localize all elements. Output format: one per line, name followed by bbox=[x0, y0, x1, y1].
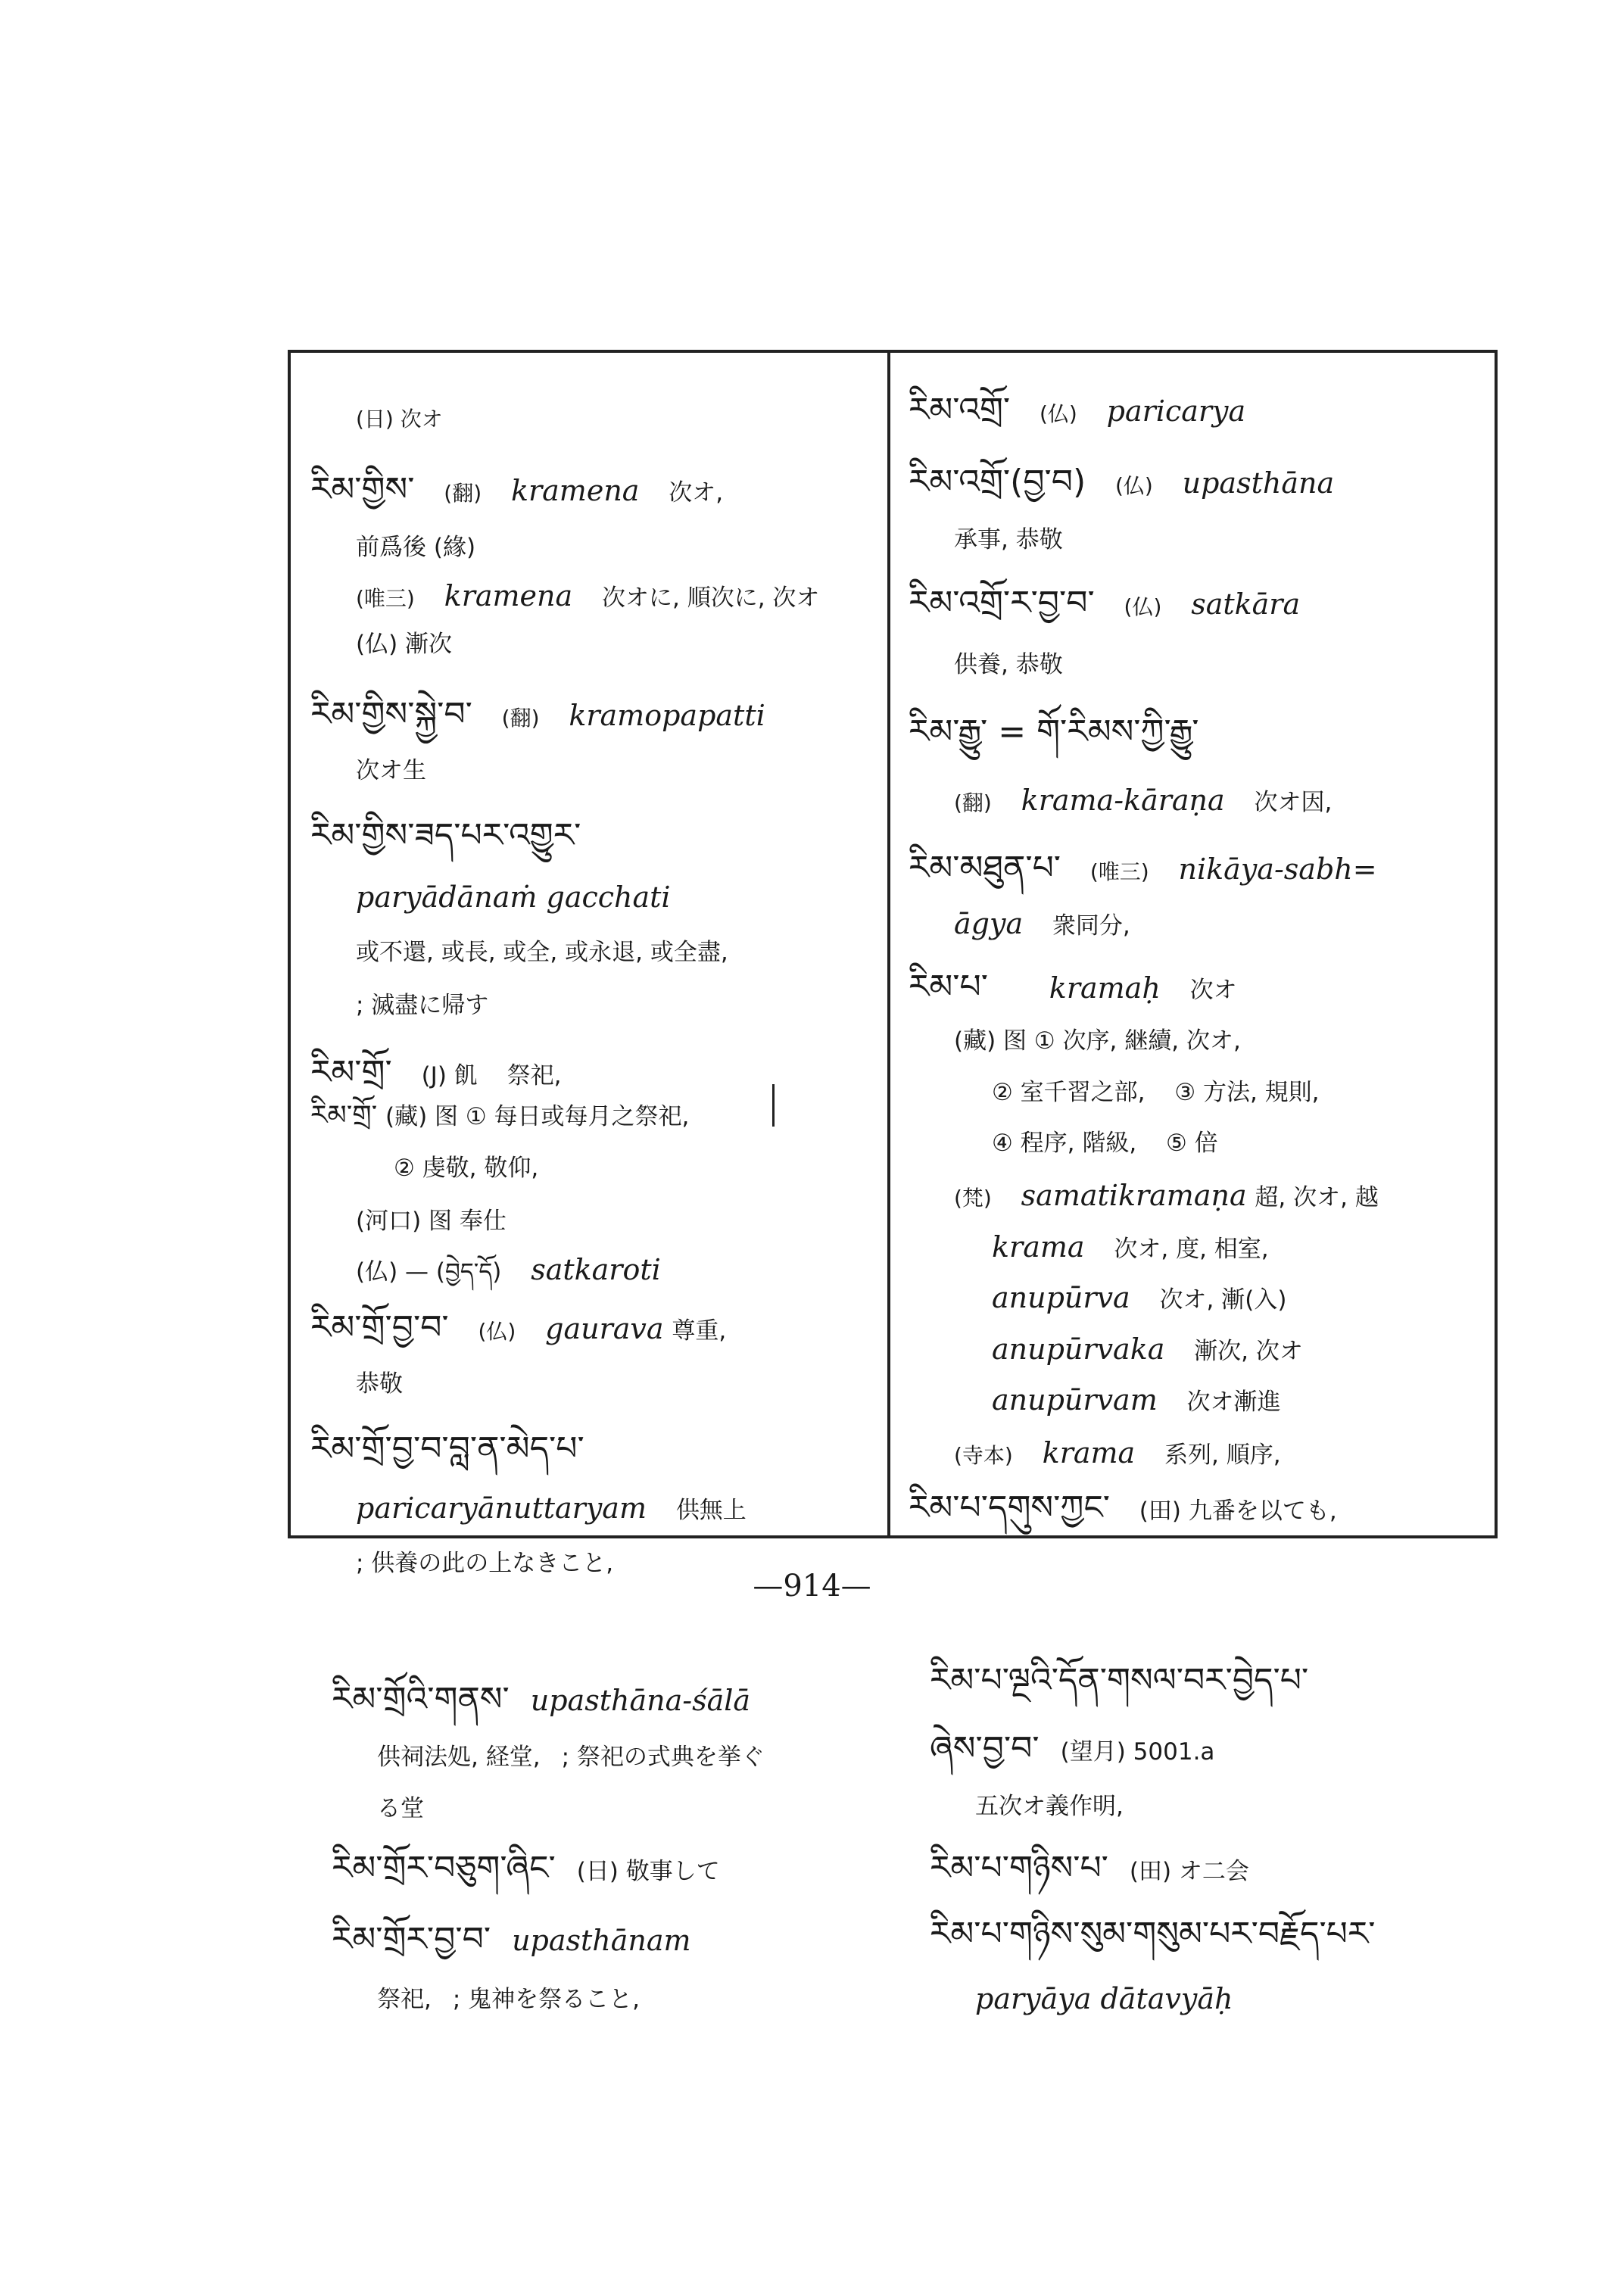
entry-headword bbox=[310, 1429, 584, 1468]
text-line bbox=[992, 1127, 1218, 1158]
sanskrit-term: gaurava bbox=[545, 1312, 664, 1345]
text-line bbox=[356, 1793, 424, 1824]
gloss: ③ 方法, 規則, bbox=[1174, 1079, 1320, 1106]
gloss: 衆同分, bbox=[1052, 912, 1130, 940]
gloss: 次オ bbox=[1189, 977, 1237, 1004]
gloss: (田) 九番を以ても, bbox=[1139, 1498, 1337, 1525]
gloss: ② 虔敬, 敬仰, bbox=[394, 1155, 539, 1182]
gloss: ② 室千習之部, bbox=[992, 1079, 1146, 1106]
entry-headword bbox=[310, 1680, 751, 1719]
text-line bbox=[954, 1180, 1379, 1214]
sanskrit-term: paricarya bbox=[1106, 394, 1246, 428]
entry-headword bbox=[909, 968, 1237, 1006]
sanskrit-term: āgya bbox=[954, 907, 1024, 940]
tibetan-headword: རིམ་པ་གཉིས་པ་ bbox=[930, 1849, 1108, 1887]
entry-headword bbox=[310, 1849, 720, 1887]
gloss: 供祠法処, 経堂, bbox=[377, 1744, 541, 1771]
gloss: 供養, 恭敬 bbox=[954, 651, 1063, 678]
sanskrit-term: paryādānaṁ gacchati bbox=[356, 881, 671, 914]
gloss: (日) 敬事して bbox=[576, 1858, 720, 1885]
tibetan-headword: རིམ་གྱིས་ཟད་པར་འགྱུར་ bbox=[310, 816, 581, 855]
tibetan-headword: རིམ་པ་གཉིས་སུམ་གསུམ་པར་བརྗོད་པར་ bbox=[930, 1915, 1376, 1953]
tibetan-headword: ཞེས་བྱ་བ་ bbox=[930, 1729, 1040, 1768]
text-line bbox=[356, 1255, 661, 1287]
entry-headword bbox=[310, 1101, 689, 1132]
gloss: 次オ, bbox=[669, 479, 724, 506]
tibetan-headword: རིམ་གྲོ་ bbox=[310, 1100, 378, 1131]
sanskrit-term: satkāra bbox=[1191, 588, 1301, 621]
entry-headword bbox=[909, 584, 1301, 622]
text-line bbox=[356, 1205, 507, 1236]
tibetan-headword: རིམ་འགྲོ་ bbox=[909, 391, 1011, 429]
text-line bbox=[356, 628, 452, 659]
entry-headword bbox=[310, 1920, 691, 1959]
gloss: 祭祀, bbox=[507, 1062, 562, 1089]
gloss: 漸次, 次オ bbox=[1194, 1338, 1303, 1365]
text-line bbox=[954, 1438, 1281, 1471]
sanskrit-term: samatikramaṇa bbox=[1021, 1179, 1247, 1212]
entry-headword bbox=[909, 1915, 1376, 1953]
right-column bbox=[909, 350, 1492, 1538]
tibetan-headword: རིམ་གྲོ་བྱ་བ་བླ་ན་མེད་པ་ bbox=[310, 1429, 584, 1468]
gloss: 次オ, 度, 相室, bbox=[1114, 1236, 1269, 1263]
gloss: (日) 次オ bbox=[356, 407, 443, 432]
entry-headword bbox=[310, 695, 765, 734]
source-label: (翻) bbox=[501, 706, 540, 731]
entry-headword bbox=[909, 1729, 1215, 1768]
tibetan-headword: རིམ་པ་དགུས་ཀྱང་ bbox=[909, 1488, 1110, 1527]
sanskrit-term: paricaryānuttaryam bbox=[356, 1491, 647, 1525]
source-label: (翻) bbox=[954, 790, 992, 815]
text-line bbox=[954, 909, 1130, 941]
column-divider bbox=[887, 350, 890, 1538]
gloss: 恭敬 bbox=[356, 1370, 403, 1398]
gloss: (田) オ二会 bbox=[1129, 1858, 1249, 1885]
text-line bbox=[356, 403, 443, 435]
source-label: (仏) bbox=[1124, 594, 1162, 619]
source-label: (唯三) bbox=[1089, 859, 1149, 884]
sanskrit-term: anupūrvaka bbox=[992, 1332, 1165, 1366]
gloss: 超, 次オ, 越 bbox=[1255, 1184, 1379, 1211]
text-line bbox=[954, 1025, 1241, 1056]
text-line bbox=[992, 1077, 1320, 1108]
sanskrit-term: krama-kāraṇa bbox=[1021, 784, 1225, 817]
bracket-mark bbox=[765, 1084, 775, 1127]
text-line bbox=[356, 581, 819, 614]
gloss: る堂 bbox=[377, 1795, 424, 1822]
sanskrit-term: krama bbox=[1042, 1436, 1136, 1470]
tibetan-headword: རིམ་རྒྱུ་ = གོ་རིམས་ཀྱི་རྒྱུ་ bbox=[909, 712, 1199, 751]
gloss: 前爲後 (緣) bbox=[356, 534, 476, 561]
source-label: (翻) bbox=[444, 481, 482, 506]
page-number: —914— bbox=[753, 1569, 871, 1604]
source-label: (梵) bbox=[954, 1186, 992, 1211]
entry-headword bbox=[310, 1308, 727, 1347]
text-line bbox=[992, 1232, 1269, 1264]
text-line bbox=[356, 1493, 747, 1526]
text-line bbox=[356, 1368, 403, 1399]
tibetan-headword: རིམ་གྲོར་བྱ་བ་ bbox=[332, 1920, 491, 1959]
tibetan-headword: རིམ་འགྲོ་(བྱ་བ) bbox=[909, 463, 1086, 501]
tibetan-headword: རིམ་པ་ bbox=[909, 968, 988, 1006]
entry-headword bbox=[310, 1053, 562, 1092]
source-label: (仏) bbox=[478, 1319, 516, 1344]
text-line bbox=[356, 755, 426, 786]
text-line bbox=[356, 882, 671, 914]
gloss: ; 供養の此の上なきこと, bbox=[356, 1550, 614, 1577]
source-label: (仏) bbox=[1039, 401, 1077, 426]
source-label: (唯三) bbox=[356, 586, 415, 611]
sanskrit-term: paryāya dātavyāḥ bbox=[975, 1982, 1233, 2015]
text-line bbox=[992, 1385, 1281, 1417]
entry-headword bbox=[909, 1849, 1249, 1887]
gloss: (J) 飢 bbox=[421, 1062, 478, 1089]
sanskrit-term: krama bbox=[992, 1230, 1085, 1264]
tibetan-headword: རིམ་གྲོ་ bbox=[310, 1053, 392, 1092]
sanskrit-term: upasthānam bbox=[512, 1924, 691, 1957]
text-line bbox=[954, 1984, 1233, 2015]
text-line bbox=[394, 1152, 538, 1183]
gloss: ⑤ 倍 bbox=[1166, 1130, 1218, 1157]
text-line bbox=[954, 524, 1063, 555]
text-line bbox=[954, 649, 1063, 680]
sanskrit-term: kramopapatti bbox=[569, 699, 765, 732]
entry-headword bbox=[909, 712, 1199, 751]
text-line bbox=[356, 1741, 765, 1772]
text-line bbox=[954, 1791, 1124, 1822]
gloss: 次オに, 順次に, 次オ bbox=[601, 584, 820, 612]
sanskrit-term: kramena bbox=[510, 474, 640, 507]
text-line bbox=[356, 937, 728, 968]
tibetan-headword: རིམ་པ་ལྔའི་དོན་གསལ་བར་བྱེད་པ་ bbox=[930, 1661, 1309, 1700]
gloss: (仏) 漸次 bbox=[356, 631, 453, 658]
text-line bbox=[992, 1334, 1303, 1367]
sanskrit-term: anupūrvam bbox=[992, 1383, 1158, 1417]
entry-headword bbox=[909, 391, 1246, 429]
gloss: 系列, 順序, bbox=[1164, 1442, 1281, 1469]
gloss: 供無上 bbox=[675, 1497, 747, 1524]
tibetan-headword: རིམ་མཐུན་པ་ bbox=[909, 849, 1061, 887]
gloss: 五次オ義作明, bbox=[975, 1793, 1124, 1820]
gloss: 次オ漸進 bbox=[1186, 1389, 1281, 1416]
entry-headword bbox=[909, 463, 1335, 501]
left-column bbox=[310, 350, 878, 1577]
text-line bbox=[992, 1283, 1286, 1315]
tibetan-headword: རིམ་འགྲོ་ར་བྱ་བ་ bbox=[909, 584, 1095, 622]
gloss: ④ 程序, 階級, bbox=[992, 1130, 1137, 1157]
entry-headword bbox=[909, 1488, 1337, 1527]
source-label: (寺本) bbox=[954, 1443, 1013, 1468]
tibetan-headword: རིམ་གྱིས་ bbox=[310, 470, 415, 509]
sanskrit-term: anupūrva bbox=[992, 1281, 1130, 1314]
sanskrit-term: upasthāna bbox=[1182, 466, 1335, 500]
entry-headword bbox=[909, 849, 1377, 887]
gloss: 或不還, 或長, 或全, 或永退, 或全盡, bbox=[356, 939, 728, 966]
gloss: (望月) 5001.a bbox=[1060, 1738, 1215, 1766]
sanskrit-term: kramena bbox=[444, 579, 573, 612]
source-label: (仏) bbox=[1114, 473, 1153, 498]
gloss: 次オ因, bbox=[1254, 789, 1333, 816]
sanskrit-term: kramaḥ bbox=[1049, 971, 1161, 1005]
gloss: 承事, 恭敬 bbox=[954, 526, 1063, 553]
tibetan-headword: རིམ་གྲོའི་གནས་ bbox=[332, 1680, 510, 1719]
gloss: 次オ生 bbox=[356, 757, 426, 784]
gloss: ; 滅盡に帰す bbox=[356, 992, 489, 1019]
entry-headword bbox=[310, 470, 724, 509]
gloss: ; 鬼神を祭ること, bbox=[452, 1986, 641, 2013]
entry-headword bbox=[310, 816, 581, 855]
text-line bbox=[356, 531, 475, 563]
sanskrit-term: upasthāna-śālā bbox=[530, 1684, 751, 1717]
gloss: (藏) 图 ① 次序, 継續, 次オ, bbox=[954, 1027, 1241, 1055]
gloss: 次オ, 漸(入) bbox=[1159, 1286, 1287, 1314]
gloss: (仏) — (བྱེད་དོ) bbox=[356, 1258, 502, 1286]
tibetan-headword: རིམ་གྲོར་བཅུག་ཞིང་ bbox=[332, 1849, 556, 1887]
gloss: (河口) 图 奉仕 bbox=[356, 1208, 507, 1235]
text-line bbox=[356, 1984, 640, 2015]
tibetan-headword: རིམ་གྲོ་བྱ་བ་ bbox=[310, 1308, 449, 1347]
tibetan-headword: རིམ་གྱིས་སྐྱེ་བ་ bbox=[310, 695, 472, 734]
text-line bbox=[954, 785, 1332, 818]
entry-headword bbox=[909, 1661, 1309, 1700]
sanskrit-term: nikāya-sabh= bbox=[1178, 852, 1377, 886]
gloss: ; 祭祀の式典を挙ぐ bbox=[561, 1744, 765, 1771]
gloss: 祭祀, bbox=[377, 1986, 432, 2013]
sanskrit-term: satkaroti bbox=[531, 1253, 661, 1286]
gloss: 尊重, bbox=[672, 1317, 727, 1345]
text-line bbox=[356, 990, 488, 1021]
gloss: (藏) 图 ① 每日或每月之祭祀, bbox=[385, 1103, 690, 1130]
